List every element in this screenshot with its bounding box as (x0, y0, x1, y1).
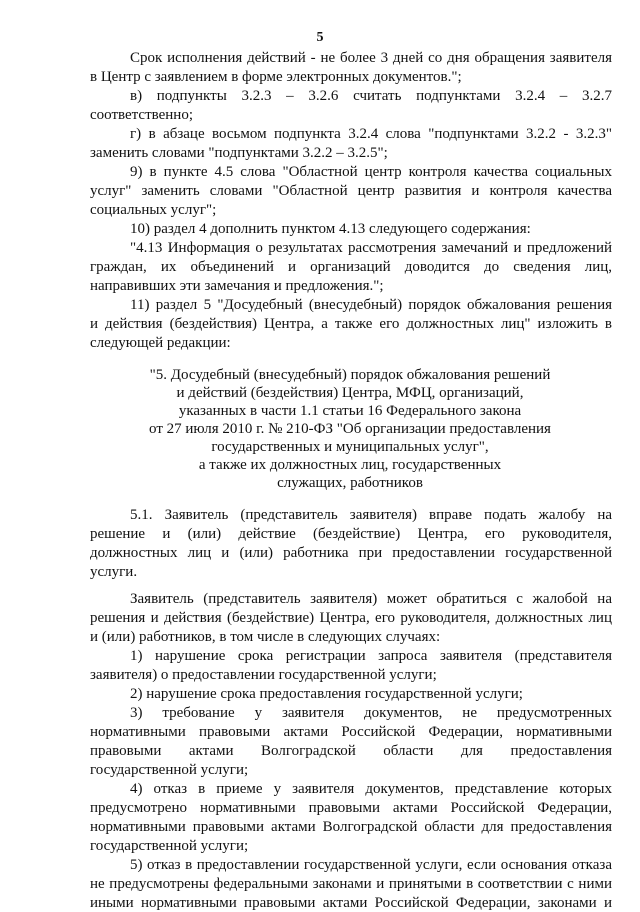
text-line: Заявитель (представитель заявителя) может обратиться с жалобой на (130, 591, 612, 607)
text-line: соответственно; (90, 107, 193, 123)
section-heading-line: "5. Досудебный (внесудебный) порядок обжалования решений (149, 367, 551, 383)
text-line: не предусмотрены федеральными законами и принятыми в соответствии с ними (90, 876, 612, 892)
text-line: социальных услуг"; (90, 202, 217, 218)
text-line: 5) отказ в предоставлении государственной услуги, если основания отказа (130, 857, 612, 873)
text-line: решение и (или) действие (бездействие) Центра, его руководителя, (90, 526, 612, 542)
text-line: 4) отказ в приеме у заявителя документов, представление которых (130, 781, 612, 797)
text-line: решения и действия (бездействие) Центра, его руководителя, должностных лиц (90, 610, 612, 626)
text-line: заявителя) о предоставлении государственной услуги; (90, 667, 437, 683)
text-line: 1) нарушение срока регистрации запроса заявителя (представителя (130, 648, 612, 664)
text-line: 2) нарушение срока предоставления государственной услуги; (130, 686, 523, 702)
text-line: иными нормативными правовыми актами Российской Федерации, законами и (90, 895, 612, 911)
text-line: и действия (бездействия) Центра, а также его должностных лиц" изложить в (90, 316, 612, 332)
text-line: направивших эти замечания и предложения."; (90, 278, 384, 294)
section-heading-line: служащих, работников (277, 475, 423, 491)
text-line: нормативными правовыми актами Волгоградской области для предоставления (90, 819, 612, 835)
text-line: услуги. (90, 564, 138, 580)
text-line: 10) раздел 4 дополнить пунктом 4.13 следующего содержания: (130, 221, 531, 237)
text-line: государственной услуги; (90, 762, 249, 778)
text-line: следующей редакции: (90, 335, 231, 351)
text-line: услуг" заменить словами "Областной центр развития и контроля качества (90, 183, 612, 199)
text-line: "4.13 Информация о результатах рассмотрения замечаний и предложений (130, 240, 612, 256)
text-line: в Центр с заявлением в форме электронных документов."; (90, 69, 462, 85)
page-number: 5 (316, 30, 324, 45)
text-line: в) подпункты 3.2.3 – 3.2.6 считать подпунктами 3.2.4 – 3.2.7 (130, 88, 612, 104)
text-line: 3) требование у заявителя документов, не предусмотренных (130, 705, 612, 721)
text-line: и (или) работников, в том числе в следующих случаях: (90, 629, 441, 645)
text-line: граждан, их объединений и организаций доводится до сведения лиц, (90, 259, 612, 275)
text-line: заменить словами "подпунктами 3.2.2 – 3.2.5"; (90, 145, 388, 161)
text-line: 11) раздел 5 "Досудебный (внесудебный) порядок обжалования решения (130, 297, 612, 313)
text-line: Срок исполнения действий - не более 3 дней со дня обращения заявителя (130, 50, 612, 66)
text-line: нормативными правовыми актами Российской Федерации, нормативными (90, 724, 612, 740)
text-line: правовыми актами Волгоградской области для предоставления (90, 743, 612, 759)
section-heading-line: указанных в части 1.1 статьи 16 Федерального закона (178, 403, 522, 419)
section-heading-line: от 27 июля 2010 г. № 210-ФЗ "Об организации предоставления (149, 421, 551, 437)
text-line: г) в абзаце восьмом подпункта 3.2.4 слова "подпунктами 3.2.2 - 3.2.3" (130, 126, 612, 142)
text-line: 9) в пункте 4.5 слова "Областной центр контроля качества социальных (130, 164, 612, 180)
text-line: 5.1. Заявитель (представитель заявителя) вправе подать жалобу на (130, 507, 612, 523)
text-line: государственной услуги; (90, 838, 249, 854)
section-heading-line: государственных и муниципальных услуг", (211, 439, 489, 455)
text-line: предусмотрено нормативными правовыми актами Российской Федерации, (90, 800, 612, 816)
section-heading-line: и действий (бездействия) Центра, МФЦ, организаций, (176, 385, 524, 401)
section-heading-line: а также их должностных лиц, государственных (198, 457, 502, 473)
text-line: должностных лиц и (или) работника при предоставлении государственной (90, 545, 612, 561)
